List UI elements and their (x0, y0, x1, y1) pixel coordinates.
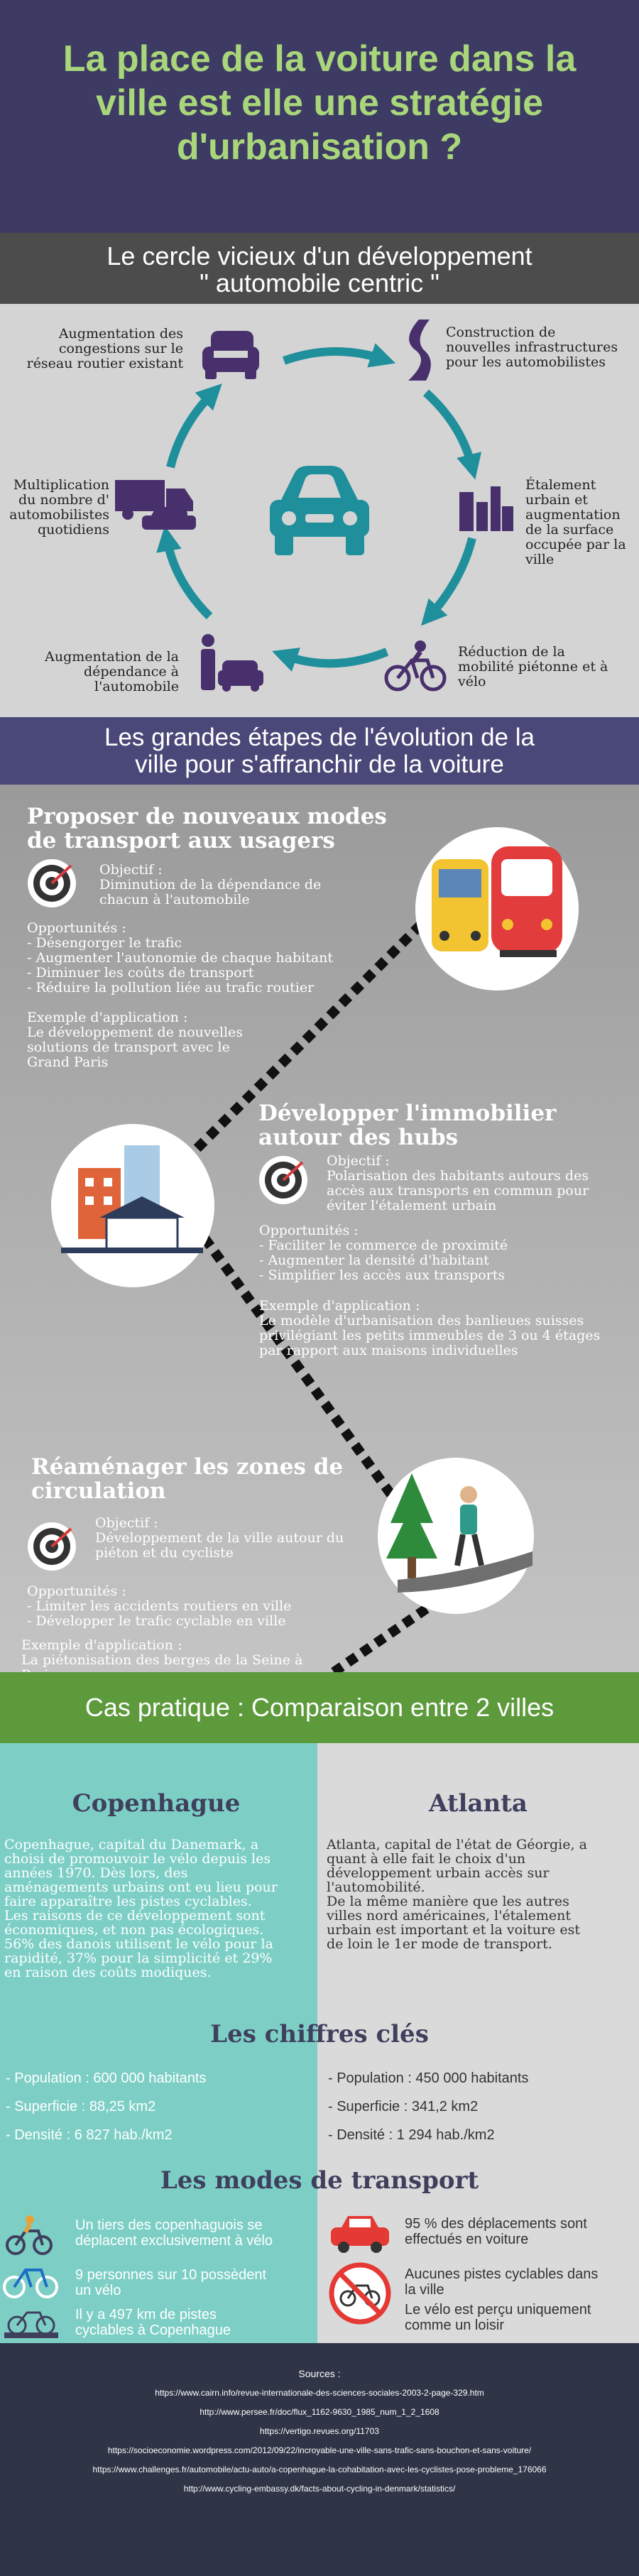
person-car-icon (195, 632, 266, 692)
text-line: mobilité piétonne et à (458, 659, 608, 675)
example-label: Exemple d'application : (27, 1010, 188, 1025)
text-line: un vélo (75, 2283, 121, 2298)
text-line: privilégiant les petits immeubles de 3 ou 4 étages (259, 1328, 601, 1343)
text-line: pour les automobilistes (446, 354, 606, 370)
reduction-text (458, 645, 635, 689)
copenhague-desc (4, 1838, 317, 1980)
dependance-text (14, 650, 179, 694)
page-title-line: La place de la voiture dans la (62, 38, 577, 80)
source-link[interactable]: https://socioeconomie.wordpress.com/2012/09/22/incroyable-une-ville-sans-trafic-sans-bouchon-et-sans-voiture/ (107, 2445, 532, 2455)
text-line: Il y a 497 km de pistes (75, 2307, 217, 2323)
text-line: automobilistes (9, 507, 109, 523)
text-line: 9 personnes sur 10 possèdent (75, 2267, 267, 2283)
red-car-icon (328, 2212, 392, 2254)
stat-population: - Population : 450 000 habitants (328, 2070, 529, 2086)
example-label: Exemple d'application : (21, 1637, 182, 1653)
source-link[interactable]: http://www.cycling-embassy.dk/facts-about-cycling-in-denmark/statistics/ (183, 2484, 456, 2494)
opp-label: Opportunités : (27, 920, 126, 936)
text-line: solutions de transport avec le (27, 1039, 230, 1055)
vicious-title (0, 243, 639, 297)
text-line: Le modèle d'urbanisation des banlieues suisses (259, 1313, 584, 1328)
no-bike-icon (328, 2261, 392, 2325)
comparison-section (0, 1743, 639, 2343)
text-line: ville (525, 552, 555, 567)
text-line: par rapport aux maisons individuelles (259, 1343, 518, 1358)
copenhague-mode-1 (75, 2217, 310, 2249)
atlanta-mode-1 (405, 2216, 635, 2247)
stat-superficie: - Superficie : 88,25 km2 (6, 2099, 156, 2114)
text-line: Développement de la ville autour du (95, 1530, 344, 1546)
construction-text (446, 325, 638, 370)
text-line: nouvelles infrastructures (446, 339, 618, 355)
page-title-line: d'urbanisation ? (176, 126, 463, 168)
text-line: économiques, et non pas écologiques. (4, 1922, 264, 1938)
text-line: Un tiers des copenhaguois se (75, 2217, 263, 2233)
text-line: Copenhague, capital du Danemark, a (4, 1837, 259, 1852)
stage3-opportunites (27, 1584, 396, 1629)
urban-sprawl-icon (458, 485, 515, 535)
text-line: de loin le 1er mode de transport. (327, 1936, 552, 1952)
copenhague-mode-3 (75, 2307, 310, 2338)
buildings-icon (57, 1140, 206, 1260)
text-line: Aucunes pistes cyclables dans (405, 2266, 599, 2282)
text-line: Étalement (525, 477, 596, 493)
text-line: Proposer de nouveaux modes (27, 804, 387, 829)
stage2-title (258, 1101, 613, 1150)
text-line: Diminution de la dépendance de (99, 877, 322, 893)
bicycle-icon (3, 2261, 60, 2301)
vicious-circle-band (0, 233, 639, 304)
opp-label: Opportunités : (259, 1223, 359, 1238)
cyclist-icon (383, 639, 447, 692)
copenhague-mode-2 (75, 2267, 310, 2298)
objectif-label: Objectif : (95, 1515, 158, 1531)
text-line: - Diminuer les coûts de transport (27, 965, 254, 981)
stage1-example (27, 1010, 311, 1070)
atlanta-desc (327, 1838, 636, 1951)
copenhague-title: Copenhague (72, 1789, 241, 1818)
text-line: 95 % des déplacements sont (405, 2216, 587, 2232)
stat-superficie: - Superficie : 341,2 km2 (328, 2099, 479, 2114)
car-icon (259, 459, 380, 565)
text-line: l'automobile (94, 679, 179, 694)
text-line: Polarisation des habitants autours des (327, 1168, 589, 1184)
text-line: de la surface (525, 522, 614, 537)
example-label: Exemple d'application : (259, 1298, 420, 1314)
text-line: De la même manière que les autres (327, 1894, 569, 1909)
stat-densite: - Densité : 6 827 hab./km2 (6, 2127, 173, 2143)
text-line: congestions sur le (58, 341, 183, 356)
stat-densite: - Densité : 1 294 hab./km2 (328, 2127, 495, 2143)
text-line: du nombre d' (18, 492, 109, 508)
case-band (0, 1672, 639, 1743)
text-line: Réduction de la (458, 644, 565, 660)
text-line: Multiplication (13, 477, 109, 493)
text-line: cyclables à Copenhague (75, 2323, 231, 2338)
copenhague-stats (6, 2064, 311, 2149)
text-line: villes nord américaines, l'étalement (327, 1908, 572, 1923)
road-construction-icon (394, 318, 437, 382)
text-line: choisi de promouvoir le vélo depuis les (4, 1851, 271, 1867)
text-line: occupée par la (525, 537, 626, 552)
bus-tram-icon (426, 845, 568, 966)
stage3-title (31, 1455, 400, 1503)
bike-rider-icon (4, 2214, 54, 2256)
text-line: développement urbain accès sur (327, 1865, 550, 1881)
stage2-opportunites (259, 1223, 614, 1283)
text-line: Réaménager les zones de (31, 1454, 344, 1480)
text-line: réseau routier existant (26, 356, 183, 371)
text-line: Augmentation de la (45, 649, 179, 665)
text-line: de transport aux usagers (27, 828, 335, 853)
text-line: circulation (31, 1478, 166, 1504)
text-line: - Limiter les accidents routiers en ville (27, 1598, 292, 1614)
target-icon (26, 1520, 78, 1573)
text-line: Le développement de nouvelles (27, 1025, 244, 1040)
pedestrian-tree-icon (383, 1466, 540, 1594)
sources-label: Sources : (298, 2368, 341, 2379)
text-line: dépendance à (83, 664, 179, 680)
text-line: en raison des coûts modiques. (4, 1965, 212, 1980)
text-line: vélo (458, 674, 486, 689)
atlanta-mode-2 (405, 2266, 635, 2298)
page-title (0, 37, 639, 169)
opp-label: Opportunités : (27, 1583, 126, 1599)
vicious-title-line: " automobile centric " (200, 268, 439, 298)
text-line: Construction de (446, 324, 556, 340)
modes-title: Les modes de transport (160, 2166, 479, 2195)
text-line: l'automobilité. (327, 1879, 425, 1895)
text-line: la ville (405, 2282, 444, 2298)
stages-title-line: ville pour s'affranchir de la voiture (135, 751, 504, 778)
text-line: - Augmenter l'autonomie de chaque habitant (27, 950, 334, 966)
objectif-label: Objectif : (327, 1153, 390, 1169)
congestion-text (14, 327, 183, 371)
text-line: chacun à l'automobile (99, 892, 250, 907)
atlanta-stats (328, 2064, 633, 2149)
text-line: - Faciliter le commerce de proximité (259, 1238, 508, 1253)
etalement-text (525, 478, 638, 567)
source-link[interactable]: https://vertigo.revues.org/11703 (260, 2426, 379, 2436)
text-line: autour des hubs (258, 1125, 459, 1150)
text-line: Atlanta, capital de l'état de Géorgie, a (327, 1837, 587, 1852)
text-line: - Augmenter la densité d'habitant (259, 1252, 489, 1268)
text-line: Développer l'immobilier (258, 1101, 557, 1126)
stage2-example (259, 1299, 635, 1358)
text-line: déplacent exclusivement à vélo (75, 2233, 273, 2249)
stage1-opportunites (27, 921, 425, 995)
text-line: - Désengorger le trafic (27, 935, 182, 951)
text-line: urbain est important et la voiture est (327, 1922, 580, 1938)
text-line: Les raisons de ce développement sont (4, 1908, 266, 1923)
text-line: Grand Paris (27, 1054, 109, 1070)
text-line: rapidité, 37% pour la simplicité et 29% (4, 1950, 273, 1966)
atlanta-title: Atlanta (429, 1789, 528, 1818)
source-link[interactable]: http://www.persee.fr/doc/flux_1162-9630_1985_num_1_2_1608 (200, 2407, 439, 2417)
vicious-circle-section (0, 304, 639, 717)
stages-title (0, 724, 639, 778)
text-line: années 1970. Dès lors, des (4, 1865, 188, 1881)
text-line: - Simplifier les accès aux transports (259, 1267, 506, 1283)
text-line: urbain et (525, 492, 589, 508)
text-line: augmentation (525, 507, 621, 523)
stage1-title (27, 804, 439, 853)
target-icon (26, 857, 78, 910)
chiffres-title: Les chiffres clés (210, 2020, 429, 2048)
stages-title-line: Les grandes étapes de l'évolution de la (104, 724, 535, 751)
stage1-objectif (99, 863, 398, 907)
text-line: - Développer le trafic cyclable en ville (27, 1613, 286, 1629)
objectif-label: Objectif : (99, 862, 163, 878)
text-line: Le vélo est perçu uniquement (405, 2302, 591, 2318)
text-line: effectués en voiture (405, 2232, 529, 2247)
text-line: aménagements urbains ont eu lieu pour (4, 1879, 278, 1895)
stat-population: - Population : 600 000 habitants (6, 2070, 207, 2086)
text-line: Augmentation des (58, 326, 183, 342)
header (0, 0, 639, 233)
stage2-objectif (327, 1154, 639, 1213)
text-line: accès aux transports en commun pour (327, 1183, 589, 1199)
text-line: faire apparaître les pistes cyclables. (4, 1894, 252, 1909)
stages-section (0, 785, 639, 1672)
page-title-line: ville est elle une stratégie (95, 82, 544, 124)
stages-band (0, 717, 639, 785)
multiplication-text (3, 478, 109, 537)
stage3-objectif (95, 1516, 400, 1561)
text-line: 56% des danois utilisent le vélo pour la (4, 1936, 273, 1952)
case-title: Cas pratique : Comparaison entre 2 villes (84, 1693, 555, 1722)
source-link[interactable]: https://www.challenges.fr/automobile/actu-auto/a-copenhague-la-cohabitation-avec-les-cyclistes-pose-probleme_176066 (92, 2465, 547, 2474)
text-line: comme un loisir (405, 2318, 505, 2333)
bike-lane-icon (3, 2304, 60, 2343)
atlanta-mode-3 (405, 2302, 635, 2333)
vicious-title-line: Le cercle vicieux d'un développement (106, 241, 532, 271)
text-line: quant à elle fait le choix d'un (327, 1851, 526, 1867)
sources-content (0, 2364, 639, 2499)
target-icon (257, 1154, 310, 1206)
source-link[interactable]: https://www.cairn.info/revue-internationale-des-sciences-sociales-2003-2-page-329.htm (155, 2388, 484, 2398)
text-line: piéton et du cycliste (95, 1545, 234, 1561)
traffic-cars-icon (195, 325, 266, 382)
text-line: éviter l'étalement urbain (327, 1198, 497, 1213)
sources-section (0, 2343, 639, 2576)
truck-car-icon (114, 474, 202, 535)
text-line: quotidiens (37, 522, 109, 537)
text-line: - Réduire la pollution liée au trafic routier (27, 980, 315, 995)
text-line: La piétonisation des berges de la Seine à (21, 1652, 303, 1668)
